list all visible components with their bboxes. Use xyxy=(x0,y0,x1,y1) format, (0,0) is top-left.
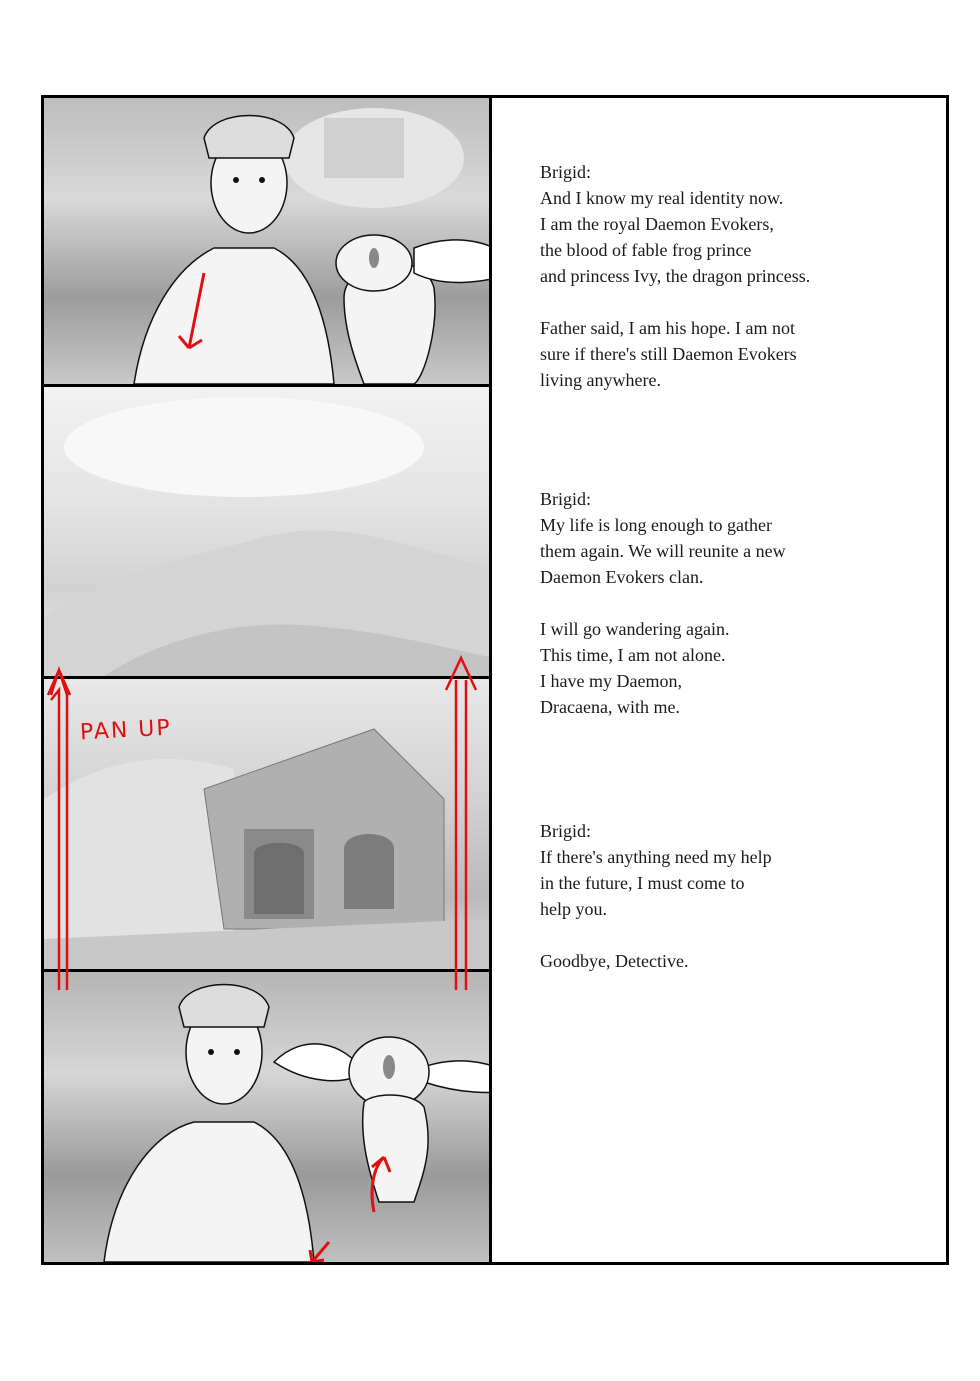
dialogue-line: sure if there's still Daemon Evokers xyxy=(540,344,797,364)
speaker-name: Brigid: xyxy=(540,489,592,509)
dialogue-line: And I know my real identity now. xyxy=(540,188,784,208)
panel-1-illustration xyxy=(44,98,489,384)
dialogue-line: This time, I am not alone. xyxy=(540,645,726,665)
speaker-name: Brigid: xyxy=(540,821,592,841)
column-divider xyxy=(489,95,492,1265)
dialogue-line: the blood of fable frog prince xyxy=(540,240,752,260)
dialogue-line: Father said, I am his hope. I am not xyxy=(540,318,795,338)
panel-1-image xyxy=(44,98,489,384)
panel-2-illustration xyxy=(44,387,489,676)
panel-4-image xyxy=(44,972,489,1262)
dialogue-line: Dracaena, with me. xyxy=(540,697,680,717)
dialogue-line: them again. We will reunite a new xyxy=(540,541,786,561)
dialogue-line: in the future, I must come to xyxy=(540,873,745,893)
dialogue-line: If there's anything need my help xyxy=(540,847,772,867)
dialogue-line: I am the royal Daemon Evokers, xyxy=(540,214,774,234)
dialogue-line: Daemon Evokers clan. xyxy=(540,567,704,587)
dialogue-line: help you. xyxy=(540,899,607,919)
dialogue-block-1 xyxy=(540,159,920,393)
dialogue-line: I have my Daemon, xyxy=(540,671,682,691)
dialogue-line: Goodbye, Detective. xyxy=(540,951,689,971)
dialogue-line: and princess Ivy, the dragon princess. xyxy=(540,266,811,286)
dialogue-line: My life is long enough to gather xyxy=(540,515,772,535)
pan-up-label: PAN UP xyxy=(79,715,173,746)
dialogue-block-3 xyxy=(540,818,920,974)
speaker-name: Brigid: xyxy=(540,162,592,182)
panel-4-illustration xyxy=(44,972,489,1262)
panel-2-image xyxy=(44,387,489,676)
dialogue-block-2 xyxy=(540,486,920,720)
dialogue-line: living anywhere. xyxy=(540,370,661,390)
dialogue-line: I will go wandering again. xyxy=(540,619,730,639)
